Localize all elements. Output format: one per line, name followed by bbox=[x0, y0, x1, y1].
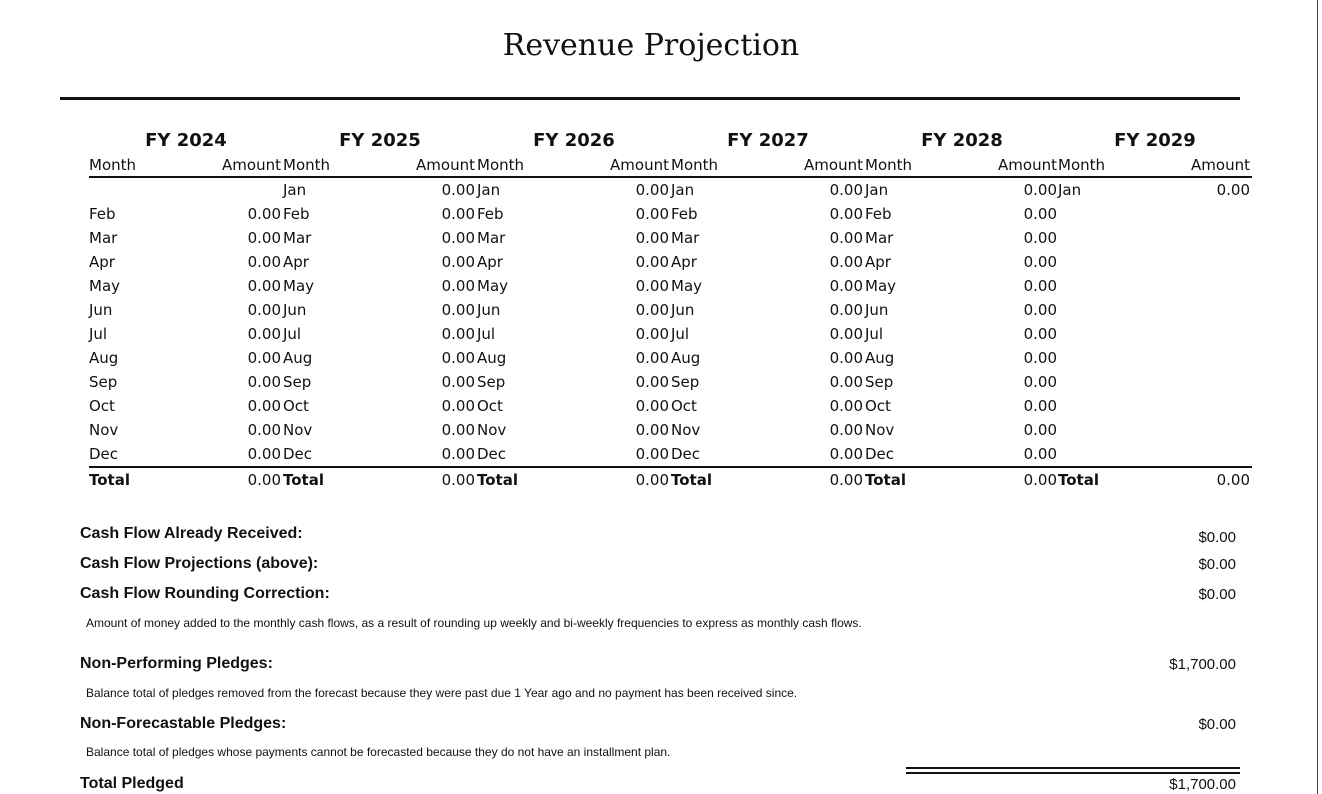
amount-cell: 0.00 bbox=[635, 445, 669, 463]
fiscal-year-header bbox=[865, 154, 1059, 178]
projections-label: Cash Flow Projections (above): bbox=[80, 555, 319, 572]
table-row bbox=[477, 298, 671, 322]
amount-cell: 0.00 bbox=[247, 229, 281, 247]
table-row-empty bbox=[89, 178, 283, 202]
table-row bbox=[283, 202, 477, 226]
month-cell: Sep bbox=[865, 373, 894, 391]
month-cell: Jul bbox=[283, 325, 302, 343]
amount-cell: 0.00 bbox=[829, 253, 863, 271]
amount-cell: 0.00 bbox=[441, 397, 475, 415]
amount-cell: 0.00 bbox=[635, 277, 669, 295]
total-value: 0.00 bbox=[441, 471, 475, 489]
non-performing-note: Balance total of pledges removed from the forecast because they were past due 1 Year ago and no payment has been received since. bbox=[86, 686, 798, 700]
month-cell: Nov bbox=[477, 421, 507, 439]
month-cell: Feb bbox=[671, 205, 698, 223]
total-label: Total bbox=[283, 471, 324, 489]
fiscal-year-title: FY 2024 bbox=[145, 130, 227, 151]
month-cell: Aug bbox=[671, 349, 701, 367]
month-cell: Dec bbox=[283, 445, 313, 463]
month-cell: Jun bbox=[89, 301, 113, 319]
amount-cell: 0.00 bbox=[247, 277, 281, 295]
fiscal-year-title: FY 2027 bbox=[727, 130, 809, 151]
table-row bbox=[671, 442, 865, 468]
total-value: 0.00 bbox=[247, 471, 281, 489]
month-cell: Sep bbox=[283, 373, 312, 391]
month-cell: Aug bbox=[477, 349, 507, 367]
month-cell: Aug bbox=[283, 349, 313, 367]
month-cell: Jul bbox=[89, 325, 108, 343]
month-cell: Feb bbox=[283, 205, 310, 223]
amount-cell: 0.00 bbox=[829, 397, 863, 415]
amount-cell: 0.00 bbox=[441, 181, 475, 199]
amount-cell: 0.00 bbox=[635, 205, 669, 223]
month-cell: Sep bbox=[671, 373, 700, 391]
table-row bbox=[283, 250, 477, 274]
fiscal-year-block bbox=[283, 128, 477, 492]
amount-cell: 0.00 bbox=[247, 349, 281, 367]
amount-cell: 0.00 bbox=[1216, 181, 1250, 199]
table-row bbox=[89, 418, 283, 442]
amount-cell: 0.00 bbox=[247, 325, 281, 343]
table-row bbox=[477, 418, 671, 442]
total-label: Total bbox=[89, 471, 130, 489]
amount-cell: 0.00 bbox=[829, 421, 863, 439]
table-row bbox=[89, 346, 283, 370]
table-row bbox=[865, 250, 1059, 274]
month-cell: Oct bbox=[671, 397, 697, 415]
table-row bbox=[865, 346, 1059, 370]
total-double-rule-bottom bbox=[906, 772, 1240, 774]
non-performing-label: Non-Performing Pledges: bbox=[80, 655, 273, 672]
amount-cell: 0.00 bbox=[441, 421, 475, 439]
rounding-label: Cash Flow Rounding Correction: bbox=[80, 585, 330, 602]
table-row bbox=[671, 202, 865, 226]
table-row bbox=[89, 298, 283, 322]
total-label: Total bbox=[1058, 471, 1099, 489]
fiscal-year-block bbox=[89, 128, 283, 492]
fiscal-year-block bbox=[865, 128, 1059, 492]
total-double-rule-top bbox=[906, 767, 1240, 769]
month-cell: Jul bbox=[865, 325, 884, 343]
fiscal-year-header bbox=[671, 154, 865, 178]
table-row-empty bbox=[1058, 418, 1252, 442]
month-cell: Dec bbox=[865, 445, 895, 463]
table-row bbox=[89, 370, 283, 394]
month-cell: Apr bbox=[671, 253, 697, 271]
table-row bbox=[865, 298, 1059, 322]
amount-column-header: Amount bbox=[804, 156, 863, 174]
amount-cell: 0.00 bbox=[829, 301, 863, 319]
month-cell: Jan bbox=[865, 181, 889, 199]
amount-cell: 0.00 bbox=[635, 421, 669, 439]
table-row bbox=[671, 418, 865, 442]
amount-cell: 0.00 bbox=[441, 253, 475, 271]
table-row-empty bbox=[1058, 442, 1252, 468]
total-row bbox=[865, 468, 1059, 492]
amount-cell: 0.00 bbox=[635, 229, 669, 247]
month-cell: Feb bbox=[865, 205, 892, 223]
month-cell: Nov bbox=[865, 421, 895, 439]
amount-cell: 0.00 bbox=[1023, 325, 1057, 343]
month-column-header: Month bbox=[865, 156, 913, 174]
month-cell: Oct bbox=[283, 397, 309, 415]
table-row bbox=[283, 442, 477, 468]
non-performing-value: $1,700.00 bbox=[1169, 656, 1236, 673]
month-cell: May bbox=[865, 277, 897, 295]
amount-column-header: Amount bbox=[610, 156, 669, 174]
already-received-value: $0.00 bbox=[1198, 529, 1236, 546]
month-cell: Nov bbox=[283, 421, 313, 439]
table-row bbox=[865, 226, 1059, 250]
amount-cell: 0.00 bbox=[829, 445, 863, 463]
month-cell: Oct bbox=[865, 397, 891, 415]
amount-cell: 0.00 bbox=[247, 421, 281, 439]
total-row bbox=[477, 468, 671, 492]
month-cell: Mar bbox=[89, 229, 118, 247]
month-cell: Jan bbox=[671, 181, 695, 199]
month-cell: Dec bbox=[671, 445, 701, 463]
amount-cell: 0.00 bbox=[1023, 277, 1057, 295]
amount-cell: 0.00 bbox=[247, 253, 281, 271]
month-cell: May bbox=[477, 277, 509, 295]
table-row bbox=[89, 202, 283, 226]
amount-cell: 0.00 bbox=[247, 445, 281, 463]
table-row bbox=[477, 346, 671, 370]
month-cell: May bbox=[89, 277, 121, 295]
table-row bbox=[671, 322, 865, 346]
fiscal-year-block bbox=[1058, 128, 1252, 492]
month-cell: Jun bbox=[477, 301, 501, 319]
total-label: Total bbox=[477, 471, 518, 489]
amount-cell: 0.00 bbox=[1023, 205, 1057, 223]
fiscal-year-title: FY 2028 bbox=[921, 130, 1003, 151]
month-cell: Apr bbox=[477, 253, 503, 271]
fiscal-year-block bbox=[477, 128, 671, 492]
amount-cell: 0.00 bbox=[441, 325, 475, 343]
amount-cell: 0.00 bbox=[441, 277, 475, 295]
month-cell: May bbox=[671, 277, 703, 295]
month-cell: Feb bbox=[477, 205, 504, 223]
table-row bbox=[671, 274, 865, 298]
table-row bbox=[477, 226, 671, 250]
total-value: 0.00 bbox=[1023, 471, 1057, 489]
already-received-label: Cash Flow Already Received: bbox=[80, 525, 303, 542]
month-cell: Dec bbox=[477, 445, 507, 463]
amount-cell: 0.00 bbox=[635, 325, 669, 343]
total-row bbox=[671, 468, 865, 492]
amount-column-header: Amount bbox=[416, 156, 475, 174]
table-row bbox=[89, 274, 283, 298]
total-pledged-label: Total Pledged bbox=[80, 775, 184, 792]
fiscal-year-block bbox=[671, 128, 865, 492]
amount-column-header: Amount bbox=[998, 156, 1057, 174]
month-cell: Sep bbox=[89, 373, 118, 391]
table-row-empty bbox=[1058, 298, 1252, 322]
month-cell: Oct bbox=[89, 397, 115, 415]
month-cell: Apr bbox=[89, 253, 115, 271]
table-row bbox=[865, 442, 1059, 468]
table-row bbox=[477, 202, 671, 226]
table-row bbox=[865, 274, 1059, 298]
table-row bbox=[477, 370, 671, 394]
amount-cell: 0.00 bbox=[441, 301, 475, 319]
page-edge bbox=[1317, 0, 1318, 794]
table-row bbox=[283, 322, 477, 346]
table-row bbox=[89, 442, 283, 468]
month-column-header: Month bbox=[89, 156, 137, 174]
table-row bbox=[671, 394, 865, 418]
amount-cell: 0.00 bbox=[635, 253, 669, 271]
total-row bbox=[283, 468, 477, 492]
table-row bbox=[865, 202, 1059, 226]
total-label: Total bbox=[671, 471, 712, 489]
total-row bbox=[89, 468, 283, 492]
amount-cell: 0.00 bbox=[635, 349, 669, 367]
table-row-empty bbox=[1058, 274, 1252, 298]
month-cell: Mar bbox=[671, 229, 700, 247]
table-row bbox=[477, 394, 671, 418]
amount-cell: 0.00 bbox=[829, 181, 863, 199]
table-row bbox=[865, 178, 1059, 202]
amount-cell: 0.00 bbox=[829, 205, 863, 223]
amount-cell: 0.00 bbox=[829, 325, 863, 343]
table-row bbox=[865, 370, 1059, 394]
rounding-value: $0.00 bbox=[1198, 586, 1236, 603]
month-cell: Jun bbox=[283, 301, 307, 319]
table-row bbox=[283, 418, 477, 442]
table-row bbox=[89, 226, 283, 250]
month-cell: Aug bbox=[865, 349, 895, 367]
total-value: 0.00 bbox=[635, 471, 669, 489]
amount-cell: 0.00 bbox=[635, 373, 669, 391]
table-row-empty bbox=[1058, 370, 1252, 394]
table-row-empty bbox=[1058, 226, 1252, 250]
fiscal-year-header bbox=[283, 154, 477, 178]
amount-cell: 0.00 bbox=[441, 349, 475, 367]
table-row-empty bbox=[1058, 322, 1252, 346]
total-value: 0.00 bbox=[1216, 471, 1250, 489]
fiscal-year-title: FY 2029 bbox=[1114, 130, 1196, 151]
table-row bbox=[283, 274, 477, 298]
month-cell: Jun bbox=[865, 301, 889, 319]
month-cell: Aug bbox=[89, 349, 119, 367]
table-row-empty bbox=[1058, 346, 1252, 370]
table-row bbox=[89, 250, 283, 274]
amount-cell: 0.00 bbox=[247, 205, 281, 223]
amount-cell: 0.00 bbox=[441, 229, 475, 247]
table-row bbox=[283, 370, 477, 394]
table-row bbox=[283, 346, 477, 370]
amount-cell: 0.00 bbox=[441, 205, 475, 223]
table-row bbox=[477, 322, 671, 346]
month-cell: Mar bbox=[865, 229, 894, 247]
month-column-header: Month bbox=[477, 156, 525, 174]
amount-cell: 0.00 bbox=[829, 373, 863, 391]
month-cell: Jan bbox=[477, 181, 501, 199]
table-row bbox=[1058, 178, 1252, 202]
table-row bbox=[89, 394, 283, 418]
month-cell: Jul bbox=[671, 325, 690, 343]
amount-cell: 0.00 bbox=[1023, 397, 1057, 415]
table-row bbox=[283, 226, 477, 250]
month-cell: Jan bbox=[283, 181, 307, 199]
title-rule bbox=[60, 97, 1240, 100]
non-forecastable-label: Non-Forecastable Pledges: bbox=[80, 715, 287, 732]
amount-cell: 0.00 bbox=[247, 301, 281, 319]
amount-cell: 0.00 bbox=[1023, 181, 1057, 199]
rounding-note: Amount of money added to the monthly cash flows, as a result of rounding up weekly and bi-weekly frequencies to express as monthly cash flows. bbox=[86, 616, 862, 630]
month-cell: Mar bbox=[477, 229, 506, 247]
amount-cell: 0.00 bbox=[441, 373, 475, 391]
month-cell: Jul bbox=[477, 325, 496, 343]
non-forecastable-value: $0.00 bbox=[1198, 716, 1236, 733]
amount-cell: 0.00 bbox=[1023, 349, 1057, 367]
fiscal-year-header bbox=[477, 154, 671, 178]
non-forecastable-note: Balance total of pledges whose payments cannot be forecasted because they do not have an installment plan. bbox=[86, 745, 671, 759]
amount-cell: 0.00 bbox=[635, 181, 669, 199]
month-cell: Sep bbox=[477, 373, 506, 391]
table-row-empty bbox=[1058, 202, 1252, 226]
month-cell: Dec bbox=[89, 445, 119, 463]
table-row bbox=[477, 178, 671, 202]
total-value: 0.00 bbox=[829, 471, 863, 489]
amount-cell: 0.00 bbox=[441, 445, 475, 463]
month-cell: Mar bbox=[283, 229, 312, 247]
month-cell: Feb bbox=[89, 205, 116, 223]
amount-column-header: Amount bbox=[222, 156, 281, 174]
page-title: Revenue Projection bbox=[502, 28, 800, 63]
table-row-empty bbox=[1058, 250, 1252, 274]
month-cell: Nov bbox=[89, 421, 119, 439]
table-row bbox=[865, 418, 1059, 442]
amount-cell: 0.00 bbox=[829, 277, 863, 295]
amount-cell: 0.00 bbox=[635, 397, 669, 415]
fiscal-year-title: FY 2025 bbox=[339, 130, 421, 151]
total-label: Total bbox=[865, 471, 906, 489]
month-cell: Apr bbox=[865, 253, 891, 271]
month-cell: Nov bbox=[671, 421, 701, 439]
month-column-header: Month bbox=[1058, 156, 1106, 174]
table-row-empty bbox=[1058, 394, 1252, 418]
amount-cell: 0.00 bbox=[1023, 301, 1057, 319]
month-cell: May bbox=[283, 277, 315, 295]
table-row bbox=[477, 250, 671, 274]
table-row bbox=[89, 322, 283, 346]
month-cell: Jan bbox=[1058, 181, 1082, 199]
table-row bbox=[283, 178, 477, 202]
amount-cell: 0.00 bbox=[829, 229, 863, 247]
amount-cell: 0.00 bbox=[1023, 253, 1057, 271]
amount-column-header: Amount bbox=[1191, 156, 1250, 174]
table-row bbox=[477, 442, 671, 468]
amount-cell: 0.00 bbox=[1023, 229, 1057, 247]
table-row bbox=[671, 178, 865, 202]
amount-cell: 0.00 bbox=[829, 349, 863, 367]
table-row bbox=[671, 298, 865, 322]
amount-cell: 0.00 bbox=[1023, 421, 1057, 439]
month-cell: Oct bbox=[477, 397, 503, 415]
amount-cell: 0.00 bbox=[1023, 373, 1057, 391]
month-column-header: Month bbox=[671, 156, 719, 174]
table-row bbox=[283, 394, 477, 418]
table-row bbox=[865, 322, 1059, 346]
month-cell: Apr bbox=[283, 253, 309, 271]
table-row bbox=[671, 226, 865, 250]
table-row bbox=[283, 298, 477, 322]
month-cell: Jun bbox=[671, 301, 695, 319]
table-row bbox=[477, 274, 671, 298]
fiscal-year-header bbox=[89, 154, 283, 178]
table-row bbox=[671, 370, 865, 394]
month-column-header: Month bbox=[283, 156, 331, 174]
amount-cell: 0.00 bbox=[635, 301, 669, 319]
table-row bbox=[671, 346, 865, 370]
table-row bbox=[671, 250, 865, 274]
total-pledged-value: $1,700.00 bbox=[1169, 776, 1236, 793]
amount-cell: 0.00 bbox=[247, 397, 281, 415]
total-row bbox=[1058, 468, 1252, 492]
fiscal-year-title: FY 2026 bbox=[533, 130, 615, 151]
table-row bbox=[865, 394, 1059, 418]
fiscal-year-header bbox=[1058, 154, 1252, 178]
amount-cell: 0.00 bbox=[1023, 445, 1057, 463]
amount-cell: 0.00 bbox=[247, 373, 281, 391]
projections-value: $0.00 bbox=[1198, 556, 1236, 573]
